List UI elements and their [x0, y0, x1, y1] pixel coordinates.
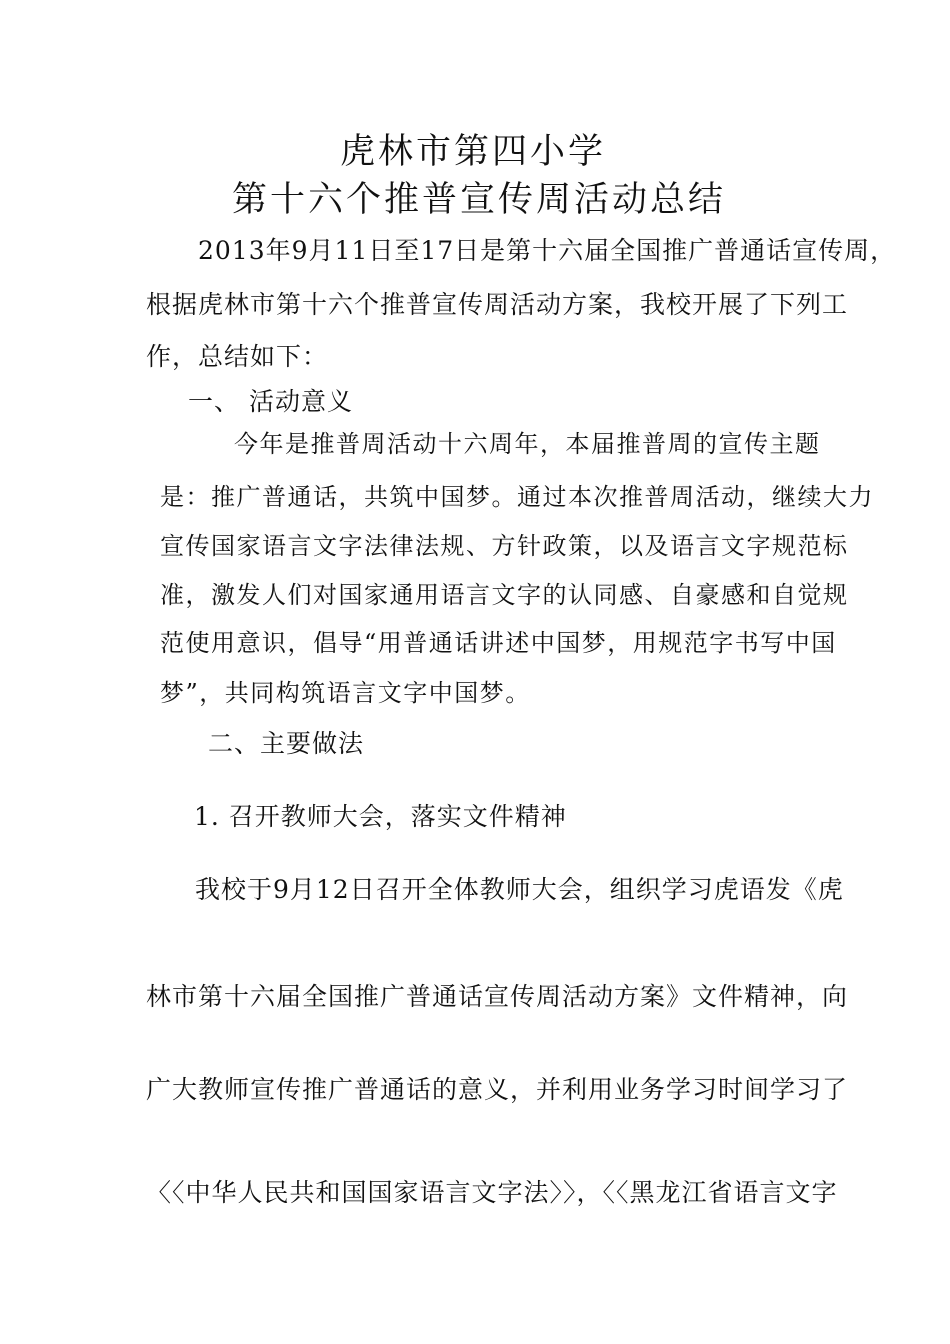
item-1-line-4: 〈〈中华人民共和国国家语言文字法〉〉，〈〈黑龙江省语言文字: [146, 1178, 838, 1207]
section-1-line-5: 范使用意识，倡导“用普通话讲述中国梦，用规范字书写中国: [160, 629, 837, 657]
document-title-main: 第十六个推普宣传周活动总结: [232, 180, 727, 220]
section-2-heading: 二、主要做法: [208, 729, 365, 758]
section-1-line-6: 梦”，共同构筑语言文字中国梦。: [160, 679, 531, 707]
intro-line-3: 作，总结如下：: [146, 342, 329, 371]
section-1-line-3: 宣传国家语言文字法律法规、方针政策，以及语言文字规范标: [160, 532, 849, 560]
document-title-school: 虎林市第四小学: [340, 132, 607, 172]
item-1-heading: 1. 召开教师大会，落实文件精神: [194, 802, 567, 831]
item-1-line-2: 林市第十六届全国推广普通话宣传周活动方案》文件精神，向: [146, 982, 849, 1011]
section-1-heading: 一、 活动意义: [188, 387, 353, 416]
item-1-line-1: 我校于9月12日召开全体教师大会，组织学习虎语发《虎: [195, 875, 844, 904]
section-1-line-2: 是：推广普通话，共筑中国梦。通过本次推普周活动，继续大力: [160, 483, 874, 511]
intro-line-1: 2013年9月11日至17日是第十六届全国推广普通话宣传周，: [198, 236, 897, 265]
section-1-line-1: 今年是推普周活动十六周年，本届推普周的宣传主题: [234, 430, 821, 458]
intro-line-2: 根据虎林市第十六个推普宣传周活动方案，我校开展了下列工: [146, 290, 849, 319]
item-1-line-3: 广大教师宣传推广普通话的意义，并利用业务学习时间学习了: [146, 1075, 849, 1104]
section-1-line-4: 准，激发人们对国家通用语言文字的认同感、自豪感和自觉规: [160, 581, 849, 609]
